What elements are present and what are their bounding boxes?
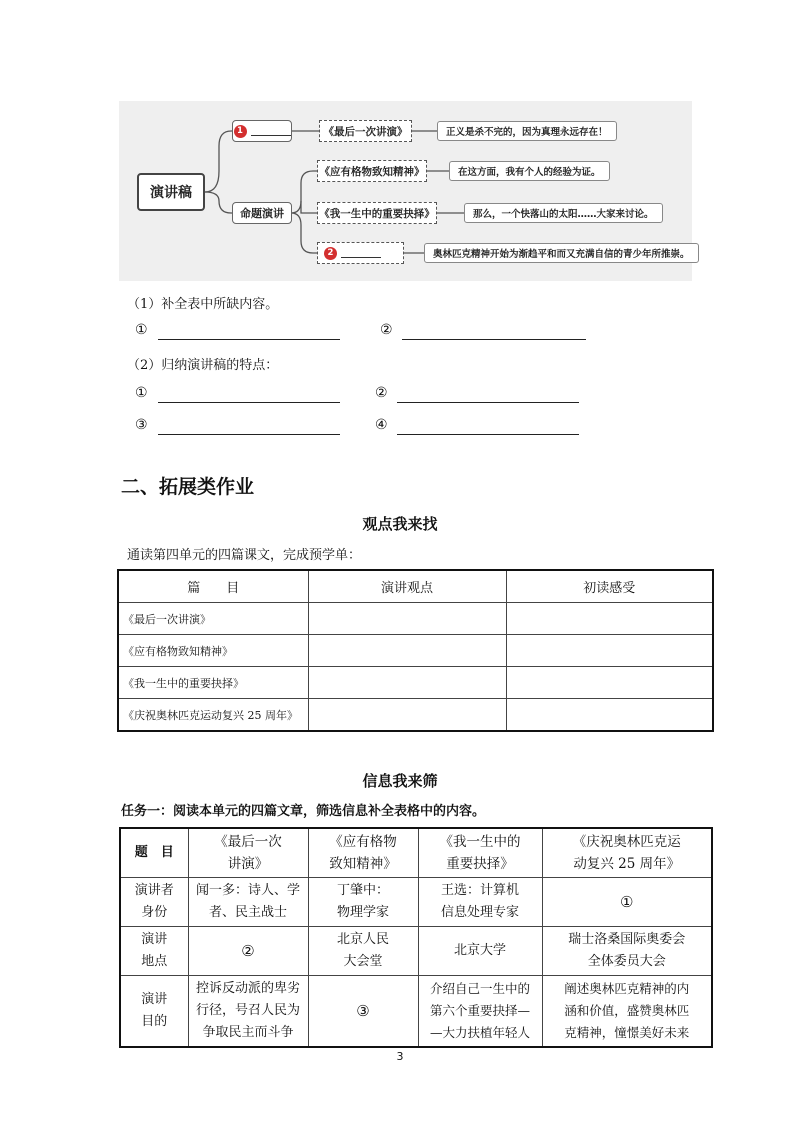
table-row xyxy=(118,667,713,699)
cell-line: 北京大学 xyxy=(453,943,506,958)
viewpoint-cell[interactable] xyxy=(308,603,506,635)
table-cell xyxy=(188,878,308,927)
mind-map-quote-1: 正义是杀不完的，因为真理永远存在！ xyxy=(437,121,617,141)
answer-mark-2-3: ③ xyxy=(135,417,148,433)
cell-line: 阐述奥林匹克精神的内 xyxy=(564,981,690,996)
table-cell xyxy=(188,976,308,1048)
cell-line: 丁肇中： xyxy=(336,883,389,898)
row-label-cell xyxy=(120,976,188,1048)
part1-title: 观点我来找 xyxy=(362,515,438,533)
table-row xyxy=(118,635,713,667)
answer-line[interactable] xyxy=(158,401,340,403)
article-title-cell: 《庆祝奥林匹克运动复兴 25 周年》 xyxy=(118,699,308,732)
answer-line[interactable] xyxy=(158,433,340,435)
blank-mark: ① xyxy=(620,893,634,911)
impression-cell[interactable] xyxy=(506,635,713,667)
blank-cell[interactable] xyxy=(188,927,308,976)
info-table xyxy=(119,827,713,1048)
number-badge-1: 1 xyxy=(234,125,247,138)
part1-intro: 通读第四单元的四篇课文，完成预学单： xyxy=(127,548,362,563)
row-label-cell xyxy=(120,878,188,927)
table-row xyxy=(120,976,712,1048)
mind-map-title-3: 《我一生中的重要抉择》 xyxy=(317,202,437,224)
mind-map-blank-title xyxy=(317,242,404,264)
table-cell xyxy=(542,927,712,976)
cell-line: 全体委员大会 xyxy=(587,954,666,969)
impression-cell[interactable] xyxy=(506,603,713,635)
table-header-row xyxy=(120,828,712,878)
blank-mark: ③ xyxy=(356,1002,370,1020)
header-cell: 篇 目 xyxy=(118,570,308,603)
header-line: 重要抉择》 xyxy=(446,856,514,872)
table-cell xyxy=(308,927,418,976)
header-line: 致知精神》 xyxy=(329,856,397,872)
table-row xyxy=(118,699,713,732)
answer-mark-1-1: ① xyxy=(135,322,148,338)
question-1: （1）补全表中所缺内容。 xyxy=(127,297,279,312)
header-line: 《庆祝奥林匹克运 xyxy=(572,834,681,850)
mind-map xyxy=(119,101,692,281)
cell-line: 瑞士洛桑国际奥委会 xyxy=(568,932,686,947)
impression-cell[interactable] xyxy=(506,667,713,699)
answer-line[interactable] xyxy=(397,401,579,403)
cell-line: 争取民主而斗争 xyxy=(202,1025,294,1040)
answer-line[interactable] xyxy=(158,338,340,340)
mind-map-quote-2: 在这方面，我有个人的经验为证。 xyxy=(449,161,610,181)
viewpoint-cell[interactable] xyxy=(308,699,506,732)
part2-task: 任务一：阅读本单元的四篇文章，筛选信息补全表格中的内容。 xyxy=(121,804,486,819)
article-title-cell: 《我一生中的重要抉择》 xyxy=(118,667,308,699)
article-title-cell: 《应有格物致知精神》 xyxy=(118,635,308,667)
mind-map-quote-3: 那么，一个快落山的太阳……大家来讨论。 xyxy=(464,203,663,223)
table-row xyxy=(120,878,712,927)
cell-line: 闻一多：诗人、学 xyxy=(195,883,300,898)
cell-line: 王选：计算机 xyxy=(440,883,519,898)
blank-cell[interactable] xyxy=(308,976,418,1048)
table-cell xyxy=(418,878,542,927)
cell-line: 北京人民 xyxy=(336,932,389,947)
viewpoint-table xyxy=(117,569,714,732)
answer-mark-2-4: ④ xyxy=(375,417,388,433)
cell-line: 大会堂 xyxy=(343,954,383,969)
cell-line: 身份 xyxy=(141,905,168,920)
blank-line xyxy=(341,248,381,258)
answer-mark-2-1: ① xyxy=(135,385,148,401)
viewpoint-cell[interactable] xyxy=(308,635,506,667)
header-line: 《最后一次 xyxy=(214,834,282,850)
mind-map-root: 演讲稿 xyxy=(137,173,205,211)
header-line: 《我一生中的 xyxy=(439,834,521,850)
table-cell xyxy=(308,878,418,927)
header-cell xyxy=(542,828,712,878)
header-line: 动复兴 25 周年》 xyxy=(573,856,681,872)
row-label-cell xyxy=(120,927,188,976)
header-cell: 演讲观点 xyxy=(308,570,506,603)
cell-line: 目的 xyxy=(141,1014,168,1029)
header-label-cell: 题 目 xyxy=(120,828,188,878)
cell-line: 演讲 xyxy=(141,992,168,1007)
cell-line: 介绍自己一生中的 xyxy=(429,981,530,996)
section-heading: 二、拓展类作业 xyxy=(121,476,255,498)
table-cell xyxy=(418,976,542,1048)
question-2: （2）归纳演讲稿的特点： xyxy=(127,358,279,373)
blank-line xyxy=(251,126,291,136)
viewpoint-cell[interactable] xyxy=(308,667,506,699)
cell-line: 演讲者 xyxy=(134,883,174,898)
answer-mark-2-2: ② xyxy=(375,385,388,401)
blank-mark: ② xyxy=(241,942,255,960)
impression-cell[interactable] xyxy=(506,699,713,732)
cell-line: 地点 xyxy=(141,954,168,969)
answer-line[interactable] xyxy=(402,338,586,340)
cell-line: 行径，号召人民为 xyxy=(195,1003,300,1018)
cell-line: 信息处理专家 xyxy=(440,905,519,920)
cell-line: 物理学家 xyxy=(336,905,389,920)
mind-map-quote-4: 奥林匹克精神开始为渐趋平和而又充满自信的青少年所推崇。 xyxy=(424,243,699,263)
cell-line: 者、民主战士 xyxy=(208,905,287,920)
cell-line: —大力扶植年轻人 xyxy=(429,1025,530,1040)
cell-line: 演讲 xyxy=(141,932,168,947)
number-badge-2: 2 xyxy=(324,247,337,260)
page-number: 3 xyxy=(396,1050,404,1063)
mind-map-branch-propositional: 命题演讲 xyxy=(232,202,292,224)
header-cell xyxy=(188,828,308,878)
table-row xyxy=(118,603,713,635)
cell-line: 第六个重要抉择— xyxy=(429,1003,530,1018)
header-cell: 初读感受 xyxy=(506,570,713,603)
table-header-row xyxy=(118,570,713,603)
mind-map-blank-branch xyxy=(232,120,292,142)
answer-line[interactable] xyxy=(397,433,579,435)
mind-map-title-1: 《最后一次讲演》 xyxy=(319,120,412,142)
part2-title: 信息我来筛 xyxy=(362,772,438,790)
answer-mark-1-2: ② xyxy=(380,322,393,338)
header-line: 讲演》 xyxy=(227,856,269,872)
table-row xyxy=(120,927,712,976)
cell-line: 控诉反动派的卑劣 xyxy=(195,981,300,996)
blank-cell[interactable] xyxy=(542,878,712,927)
cell-line: 克精神，憧憬美好未来 xyxy=(564,1025,690,1040)
header-cell xyxy=(418,828,542,878)
table-cell xyxy=(418,927,542,976)
cell-line: 涵和价值，盛赞奥林匹 xyxy=(564,1003,690,1018)
header-line: 《应有格物 xyxy=(329,834,397,850)
mind-map-title-2: 《应有格物致知精神》 xyxy=(317,160,427,182)
article-title-cell: 《最后一次讲演》 xyxy=(118,603,308,635)
header-cell xyxy=(308,828,418,878)
table-cell xyxy=(542,976,712,1048)
